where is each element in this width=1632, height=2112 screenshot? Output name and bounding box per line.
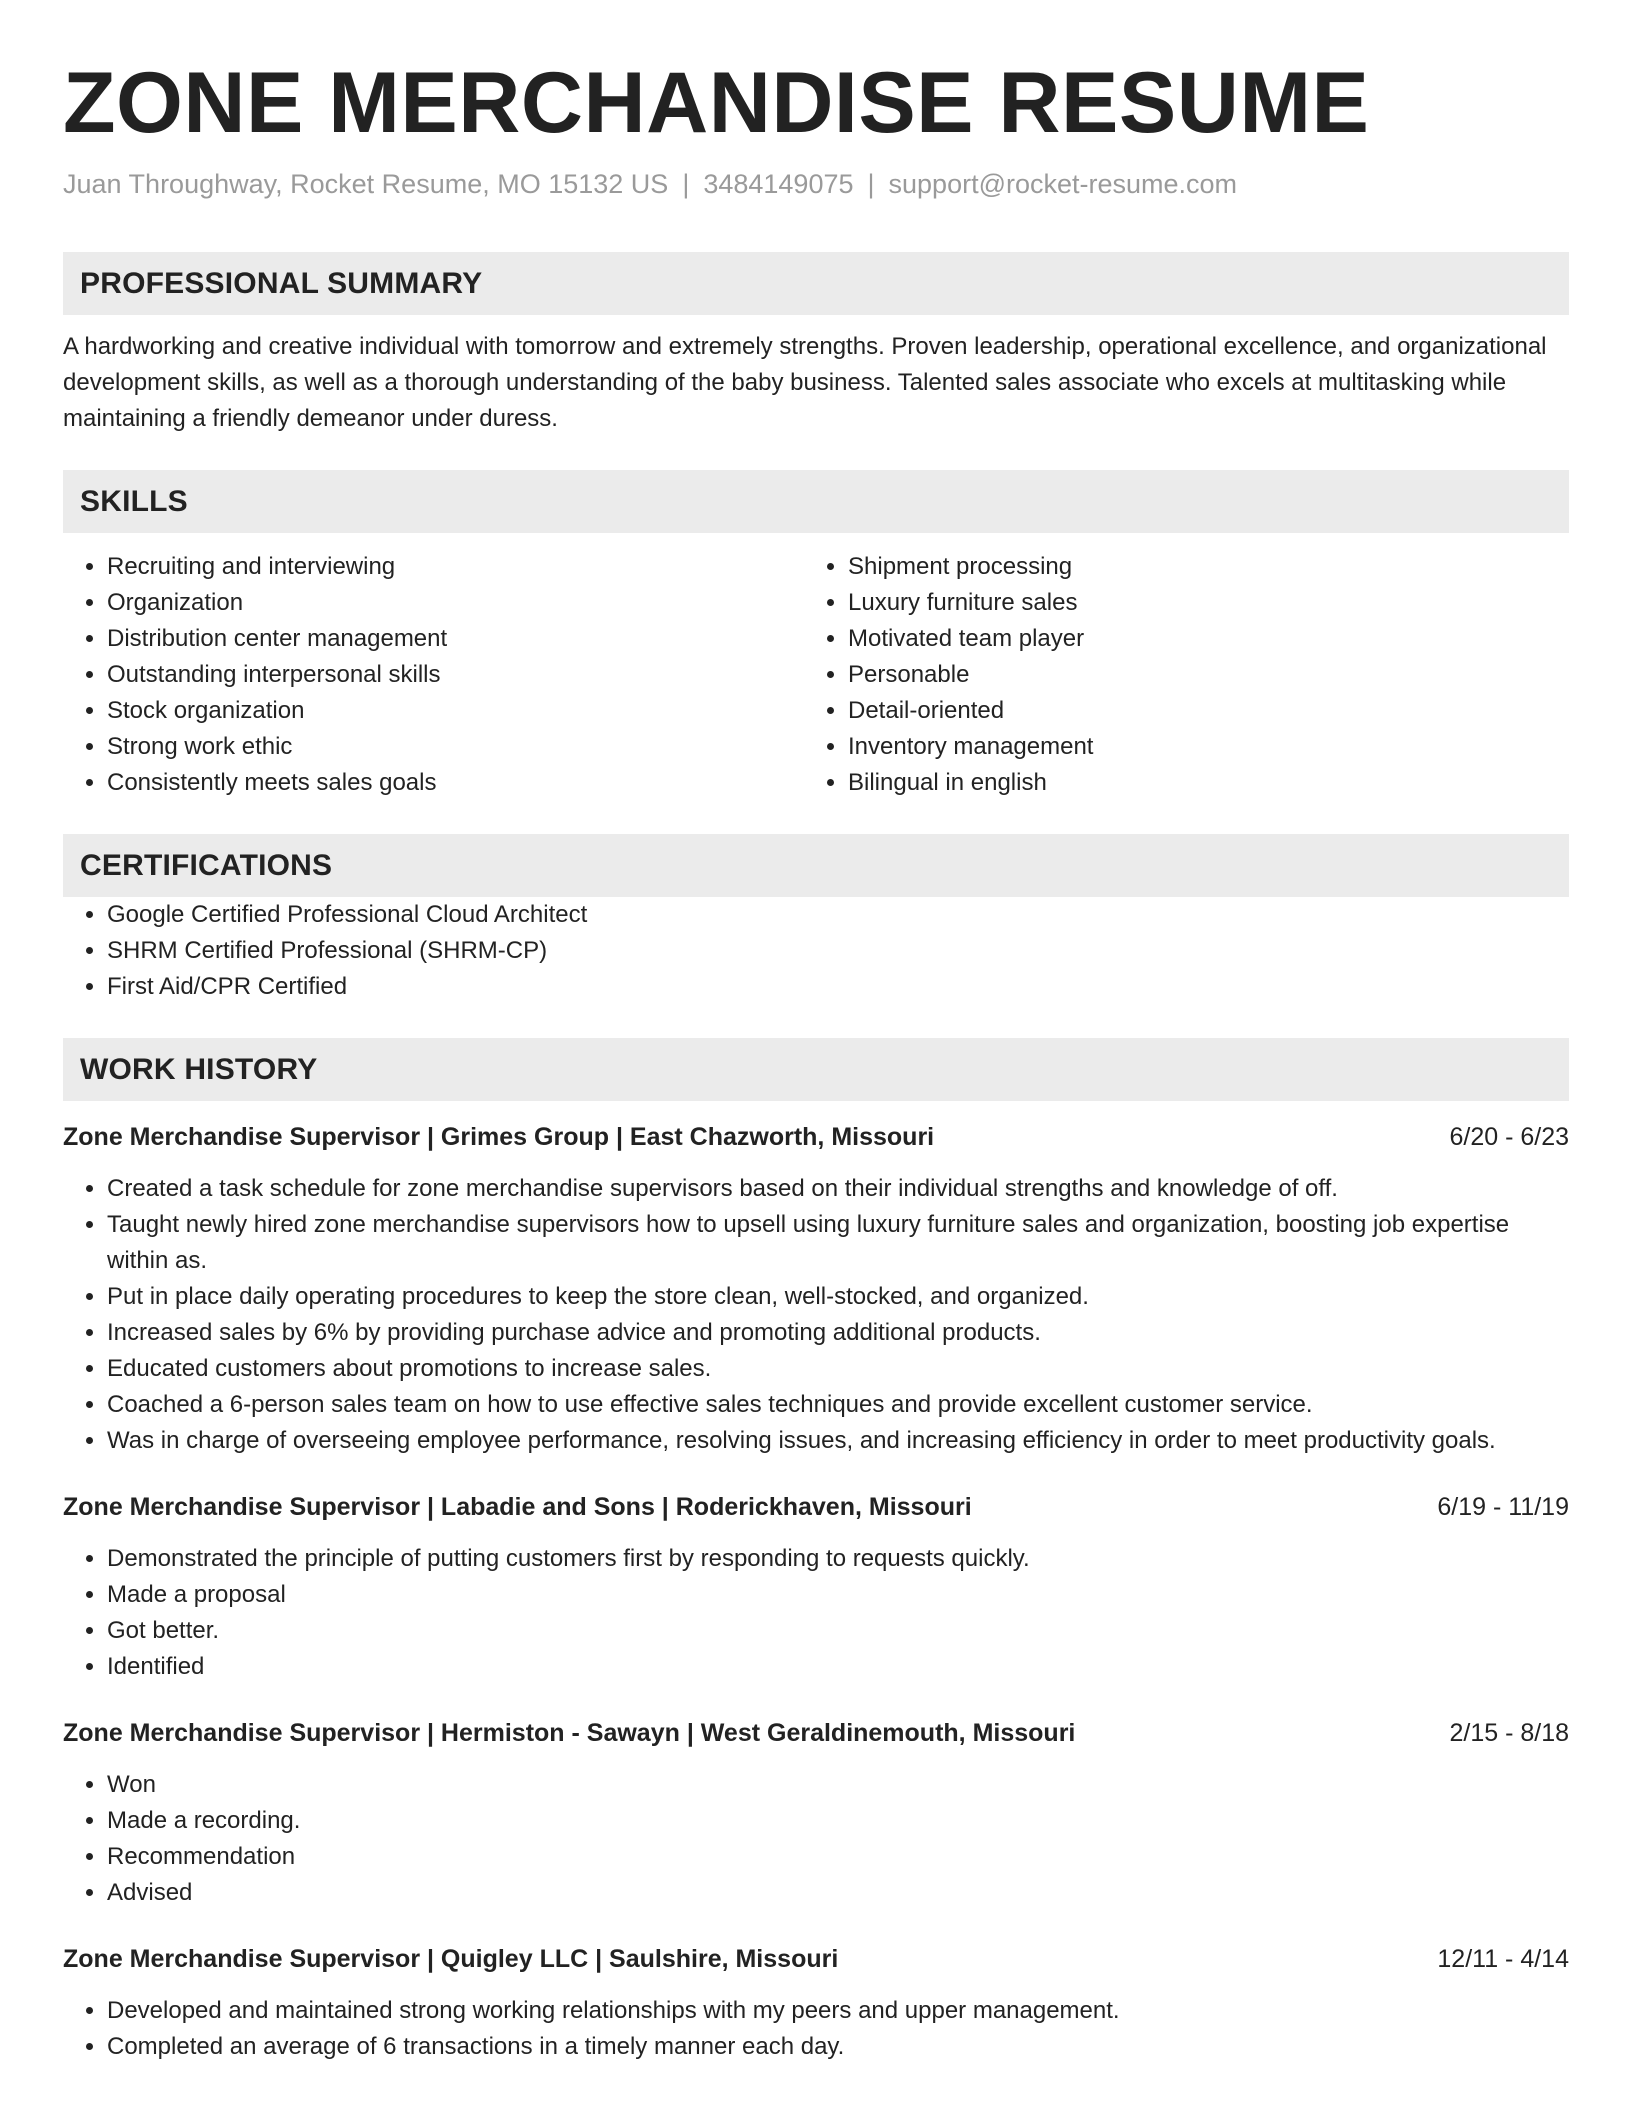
job-entry [63,1489,1569,1685]
job-header [63,1119,1569,1155]
job-bullet: • Made a recording. [107,1803,1569,1839]
skill-item: • Organization [107,585,804,621]
certification-item: • Google Certified Professional Cloud Architect [107,897,1569,933]
job-bullet: • Increased sales by 6% by providing purchase advice and promoting additional products. [107,1315,1569,1351]
skill-item: • Personable [848,657,1545,693]
job-bullet: • Won [107,1767,1569,1803]
skills-column-right [804,549,1545,801]
skill-item: • Distribution center management [107,621,804,657]
job-bullet: • Advised [107,1875,1569,1911]
job-bullets [63,1171,1569,1459]
job-bullet: • Was in charge of overseeing employee performance, resolving issues, and increasing efficiency in order to meet productivity goals. [107,1423,1569,1459]
job-bullet: • Educated customers about promotions to increase sales. [107,1351,1569,1387]
skill-item: • Stock organization [107,693,804,729]
skill-item: • Shipment processing [848,549,1545,585]
job-bullet: • Taught newly hired zone merchandise supervisors how to upsell using luxury furniture sales and organization, boosting job expertise within as. [107,1207,1569,1279]
job-header [63,1489,1569,1525]
job-dates: 6/19 - 11/19 [1437,1492,1569,1521]
certifications-heading: CERTIFICATIONS [63,834,1569,897]
job-bullet: • Made a proposal [107,1577,1569,1613]
contact-separator: | [867,168,875,199]
job-entry [63,1119,1569,1459]
contact-address: Juan Throughway, Rocket Resume, MO 15132 US [63,168,669,199]
skills-heading: SKILLS [63,470,1569,533]
skill-item: • Motivated team player [848,621,1545,657]
job-bullet: • Demonstrated the principle of putting customers first by responding to requests quickly. [107,1541,1569,1577]
summary-heading: PROFESSIONAL SUMMARY [63,252,1569,315]
job-title: Zone Merchandise Supervisor | Quigley LLC | Saulshire, Missouri [63,1944,839,1973]
certification-item: • First Aid/CPR Certified [107,969,1569,1005]
job-header [63,1715,1569,1751]
summary-text: A hardworking and creative individual with tomorrow and extremely strengths. Proven leadership, operational excellence, and organizational development skills, as well as a thorough understanding of the baby business. Talented sales associate who excels at multitasking while maintaining a friendly demeanor under duress. [63,332,1547,432]
job-bullets [63,1993,1569,2065]
job-dates: 6/20 - 6/23 [1449,1122,1569,1151]
job-bullet: • Completed an average of 6 transactions in a timely manner each day. [107,2029,1569,2065]
skill-item: • Outstanding interpersonal skills [107,657,804,693]
job-dates: 12/11 - 4/14 [1437,1944,1569,1973]
job-bullet: • Put in place daily operating procedures to keep the store clean, well-stocked, and organized. [107,1279,1569,1315]
skill-item: • Recruiting and interviewing [107,549,804,585]
job-title: Zone Merchandise Supervisor | Labadie and Sons | Roderickhaven, Missouri [63,1492,972,1521]
certifications-list [63,897,1569,1005]
job-entry [63,1715,1569,1911]
skill-item: • Strong work ethic [107,729,804,765]
resume-title: ZONE MERCHANDISE RESUME [63,55,1370,151]
job-bullet: • Coached a 6-person sales team on how to use effective sales techniques and provide excellent customer service. [107,1387,1569,1423]
contact-separator: | [682,168,690,199]
job-dates: 2/15 - 8/18 [1449,1718,1569,1747]
job-bullet: • Got better. [107,1613,1569,1649]
skills-grid [63,549,1569,801]
job-bullets [63,1767,1569,1911]
job-title: Zone Merchandise Supervisor | Hermiston - Sawayn | West Geraldinemouth, Missouri [63,1718,1076,1747]
job-bullets [63,1541,1569,1685]
skill-item: • Consistently meets sales goals [107,765,804,801]
job-entry [63,1941,1569,2065]
skills-list-left [63,549,804,801]
job-bullet: • Developed and maintained strong working relationships with my peers and upper management. [107,1993,1569,2029]
skill-item: • Detail-oriented [848,693,1545,729]
job-bullet: • Created a task schedule for zone merchandise supervisors based on their individual strengths and knowledge of off. [107,1171,1569,1207]
certification-item: • SHRM Certified Professional (SHRM-CP) [107,933,1569,969]
skill-item: • Bilingual in english [848,765,1545,801]
job-title: Zone Merchandise Supervisor | Grimes Group | East Chazworth, Missouri [63,1122,935,1151]
skill-item: • Luxury furniture sales [848,585,1545,621]
work-history-heading: WORK HISTORY [63,1038,1569,1101]
contact-email: support@rocket-resume.com [888,168,1238,199]
skills-list-right [804,549,1545,801]
job-bullet: • Recommendation [107,1839,1569,1875]
contact-line [63,169,1569,200]
contact-phone: 3484149075 [703,168,854,199]
skill-item: • Inventory management [848,729,1545,765]
job-bullet: • Identified [107,1649,1569,1685]
job-header [63,1941,1569,1977]
skills-column-left [63,549,804,801]
